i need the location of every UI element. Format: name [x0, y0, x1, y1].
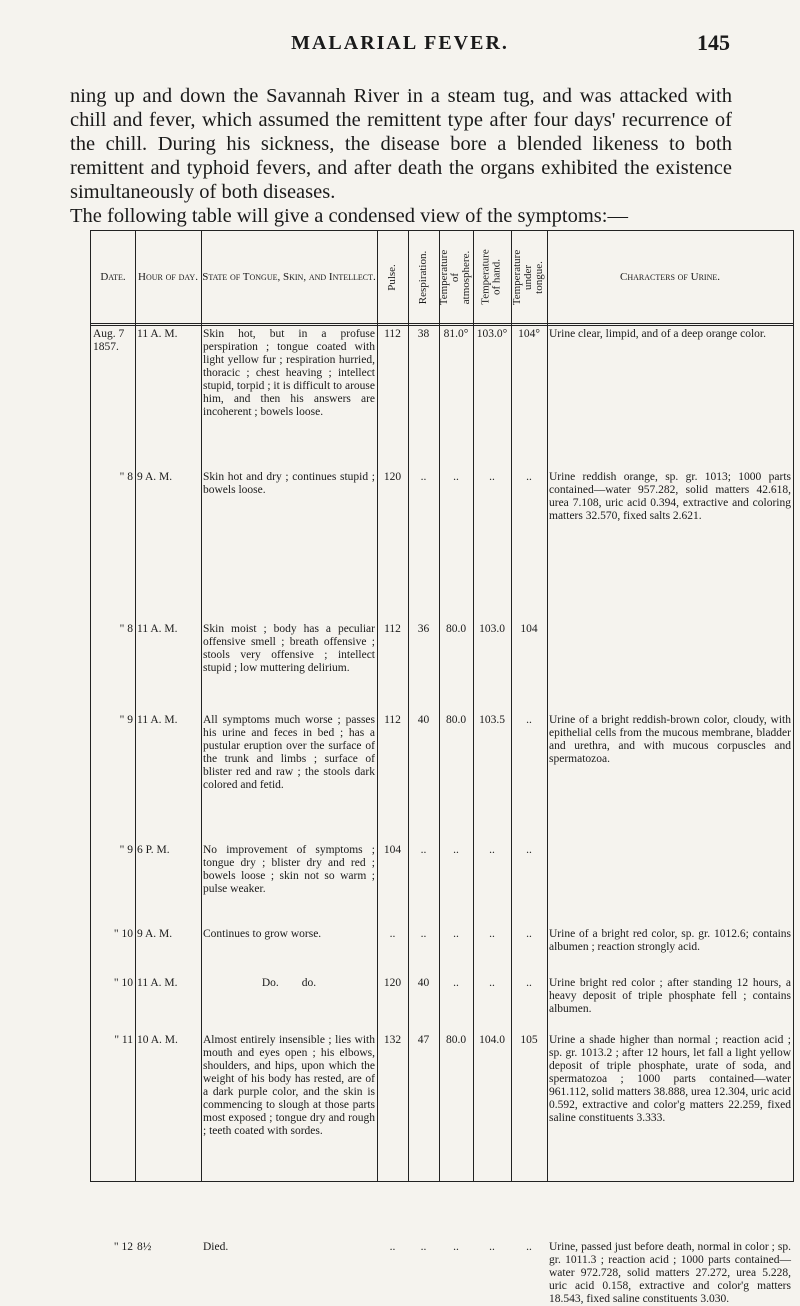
cell-temp-tongue: ..	[526, 471, 532, 483]
cell-temp-tongue: ..	[526, 1241, 532, 1253]
cell-hour: 11 A. M.	[137, 328, 178, 340]
symptoms-table	[90, 230, 794, 1305]
cell-date: " 9	[119, 844, 133, 856]
cell-urine: Urine bright red color ; after standing 12 hours, a heavy deposit of triple phosphate fell ; contains albumen.	[549, 977, 791, 1015]
cell-respiration: 47	[417, 1034, 430, 1046]
cell-temp-tongue: 105	[520, 1034, 538, 1046]
cell-hour: 8½	[137, 1241, 152, 1253]
cell-temp-tongue: ..	[526, 977, 532, 989]
cell-hour: 11 A. M.	[137, 977, 178, 989]
cell-hour: 9 A. M.	[137, 471, 173, 483]
cell-temp-hand: 103.5	[479, 714, 505, 726]
cell-respiration: ..	[420, 471, 427, 483]
cell-state: Died.	[203, 1241, 229, 1253]
cell-state: Skin hot, but in a profuse perspiration ; tongue coated with light yellow fur ; respiration hurried, thoracic ; chest heaving ; intellect stupid, torpid ; it is difficult to arouse him, and then his answers are incoherent ; bowels loose.	[203, 328, 375, 418]
cell-pulse: 112	[384, 714, 401, 726]
cell-pulse: 104	[383, 844, 402, 856]
cell-urine: Urine of a bright reddish-brown color, cloudy, with epithelial cells from the mucous membrane, bladder and urethra, and with mucous corpuscles and spermatozoa.	[549, 714, 791, 765]
cell-urine: Urine a shade higher than normal ; reaction acid ; sp. gr. 1013.2 ; after 12 hours, let fall a light yellow deposit of triple phosphate, urate of soda, and spermatozoa ; 1000 parts contained—water 961.112, solid matters 38.888, urea 12.304, uric acid 0.592, extractive and color'g matters 22.259, fixed saline constituents 3.333.	[549, 1034, 791, 1124]
cell-state: All symptoms much worse ; passes his urine and feces in bed ; has a pustular eruption over the surface of the trunk and limbs ; surface of blister red and raw ; the stools dark colored and fetid.	[203, 714, 375, 791]
cell-temp-atmosphere: 81.0°	[443, 328, 469, 340]
cell-hour: 10 A. M.	[137, 1034, 178, 1046]
table-intro: The following table will give a condensed view of the symptoms:—	[70, 205, 628, 227]
cell-urine: Urine, passed just before death, normal in color ; sp. gr. 1011.3 ; reaction acid ; 1000 parts contained—water 972.728, solid matters 27.272, urea 5.228, uric acid 0.158, extractive and color'g matters 18.543, fixed saline constituents 3.030.	[549, 1241, 791, 1305]
cell-temp-hand: 104.0	[479, 1034, 505, 1046]
cell-temp-hand: ..	[489, 471, 495, 483]
cell-respiration: ..	[420, 1241, 427, 1253]
cell-state: Skin moist ; body has a peculiar offensive smell ; breath offensive ; stools very offensive ; intellect stupid ; low muttering delirium.	[203, 623, 375, 674]
cell-pulse: 112	[384, 328, 401, 340]
page-header	[70, 14, 730, 54]
cell-temp-hand: ..	[489, 977, 495, 989]
header-urine: Characters of Urine.	[620, 271, 720, 283]
cell-pulse: ..	[389, 928, 396, 940]
cell-temp-hand: ..	[489, 1241, 495, 1253]
body-text	[70, 84, 732, 228]
cell-hour: 9 A. M.	[137, 928, 173, 940]
cell-temp-atmosphere: ..	[453, 977, 459, 989]
cell-respiration: 40	[417, 977, 430, 989]
cell-respiration: ..	[420, 928, 427, 940]
cell-respiration: 40	[417, 714, 430, 726]
cell-pulse: 120	[383, 977, 402, 989]
cell-date: " 8	[119, 471, 133, 483]
header-pulse: Pulse.	[386, 263, 398, 291]
running-title: MALARIAL FEVER.	[291, 32, 509, 54]
cell-state: No improvement of symptoms ; tongue dry ; blister dry and red ; bowels loose ; skin not so warm ; pulse weaker.	[203, 844, 375, 895]
cell-respiration: ..	[420, 844, 427, 856]
cell-hour: 6 P. M.	[137, 844, 170, 856]
cell-urine: Urine clear, limpid, and of a deep orange color.	[549, 328, 766, 340]
cell-temp-tongue: ..	[526, 928, 532, 940]
cell-temp-hand: 103.0°	[476, 328, 508, 340]
cell-temp-atmosphere: 80.0	[445, 623, 467, 635]
cell-date: " 10	[113, 977, 133, 989]
cell-temp-atmosphere: 80.0	[445, 714, 467, 726]
header-temp-hand: Temperature of hand.	[480, 249, 504, 305]
cell-respiration: 38	[417, 328, 430, 340]
cell-temp-tongue: ..	[526, 714, 532, 726]
cell-temp-atmosphere: 80.0	[445, 1034, 467, 1046]
cell-state: Skin hot and dry ; continues stupid ; bowels loose.	[203, 471, 375, 496]
cell-temp-atmosphere: ..	[453, 844, 459, 856]
cell-date: Aug. 7 1857.	[93, 328, 125, 353]
body-paragraph: ning up and down the Savannah River in a steam tug, and was attacked with chill and fever, which assumed the remittent type after four days' recurrence of the chill. During his sickness, the disease bore a blended likeness to both remittent and typhoid fevers, and after death the organs exhibited the existence simultaneously of both diseases.	[70, 85, 732, 203]
cell-state: Almost entirely insensible ; lies with mouth and eyes open ; his elbows, shoulders, and hips, upon which the weight of his body has rested, are of a dark purple color, and the skin is commencing to slough at those parts most exposed ; tongue dry and rough ; teeth coated with sordes.	[203, 1034, 375, 1137]
cell-pulse: 112	[384, 623, 401, 635]
cell-temp-atmosphere: ..	[453, 1241, 459, 1253]
cell-pulse: ..	[389, 1241, 396, 1253]
cell-hour: 11 A. M.	[137, 714, 178, 726]
cell-pulse: 120	[383, 471, 402, 483]
cell-temp-hand: 103.0	[479, 623, 505, 635]
header-temp-tongue: Temperature under tongue.	[511, 249, 546, 305]
cell-date: " 12	[113, 1241, 133, 1253]
cell-hour: 11 A. M.	[137, 623, 178, 635]
header-state: State of Tongue, Skin, and Intellect.	[202, 271, 376, 283]
header-date: Date.	[100, 271, 126, 283]
cell-temp-tongue: ..	[526, 844, 532, 856]
cell-temp-hand: ..	[489, 844, 495, 856]
cell-state: Continues to grow worse.	[203, 928, 322, 940]
cell-temp-atmosphere: ..	[453, 471, 459, 483]
cell-respiration: 36	[417, 623, 430, 635]
cell-urine: Urine of a bright red color, sp. gr. 1012.6; contains albumen ; reaction strongly acid.	[549, 928, 791, 953]
page-number: 145	[697, 30, 730, 55]
cell-temp-tongue: 104	[520, 623, 538, 635]
cell-date: " 9	[119, 714, 133, 726]
cell-temp-atmosphere: ..	[453, 928, 459, 940]
cell-urine: Urine reddish orange, sp. gr. 1013; 1000 parts contained—water 957.282, solid matters 42.618, urea 7.108, uric acid 0.394, extractive and coloring matters 32.570, fixed salts 2.621.	[549, 471, 791, 522]
cell-date: " 11	[114, 1034, 133, 1046]
header-respiration: Respiration.	[417, 250, 429, 304]
cell-state: Do. do.	[261, 977, 317, 989]
cell-temp-tongue: 104°	[518, 328, 540, 340]
header-temp-atmosphere: Temperature of atmosphere.	[438, 249, 473, 305]
cell-date: " 10	[113, 928, 133, 940]
cell-temp-hand: ..	[489, 928, 495, 940]
cell-pulse: 132	[383, 1034, 402, 1046]
cell-date: " 8	[119, 623, 133, 635]
header-hour: Hour of day.	[138, 271, 198, 283]
